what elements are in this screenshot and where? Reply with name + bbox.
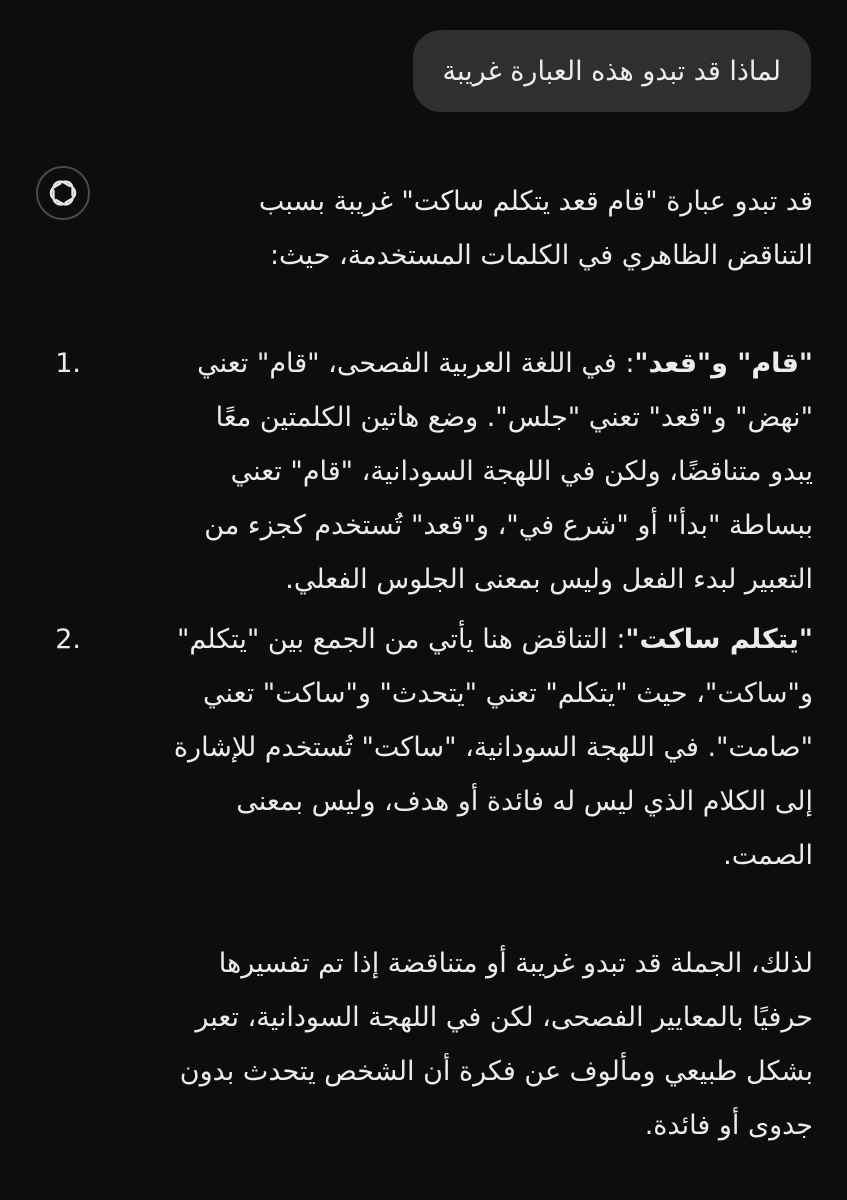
list-item-text: : التناقض هنا يأتي من الجمع بين "يتكلم" و"ساكت"، حيث "يتكلم" تعني "يتحدث" و"ساكت" تعني "صامت". في اللهجة السودانية، "ساكت" تُستخدم للإشارة إلى الكلام الذي ليس له فائدة أو هدف، وليس بمعنى الصمت. [173,624,813,871]
explanation-list [55,337,813,883]
list-item-text: : في اللغة العربية الفصحى، "قام" تعني "نهض" و"قعد" تعني "جلس". وضع هاتين الكلمتين معًا يبدو متناقضًا، ولكن في اللهجة السودانية، "قام" تعني ببساطة "بدأ" أو "شرع في"، و"قعد" تُستخدم كجزء من التعبير لبدء الفعل وليس بمعنى الجلوس الفعلي. [197,348,813,595]
response-intro: قد تبدو عبارة "قام قعد يتكلم ساكت" غريبة بسبب التناقض الظاهري في الكلمات المستخدمة، حيث: [258,186,813,271]
assistant-response [55,175,813,1153]
list-item [55,613,813,883]
assistant-avatar [36,166,90,220]
list-item [55,337,813,607]
list-item-number: 1. [55,348,81,379]
list-item-term: "قام" و"قعد" [634,348,813,379]
response-conclusion: لذلك، الجملة قد تبدو غريبة أو متناقضة إذا تم تفسيرها حرفيًا بالمعايير الفصحى، لكن في اللهجة السودانية، تعبر بشكل طبيعي ومألوف عن فكرة أن الشخص يتحدث بدون جدوى أو فائدة. [179,948,813,1141]
openai-logo-icon [46,176,80,210]
list-item-term: "يتكلم ساكت" [625,624,813,655]
user-message-bubble [413,30,811,112]
list-item-number: 2. [55,624,81,655]
user-message-text: لماذا قد تبدو هذه العبارة غريبة [442,55,781,87]
